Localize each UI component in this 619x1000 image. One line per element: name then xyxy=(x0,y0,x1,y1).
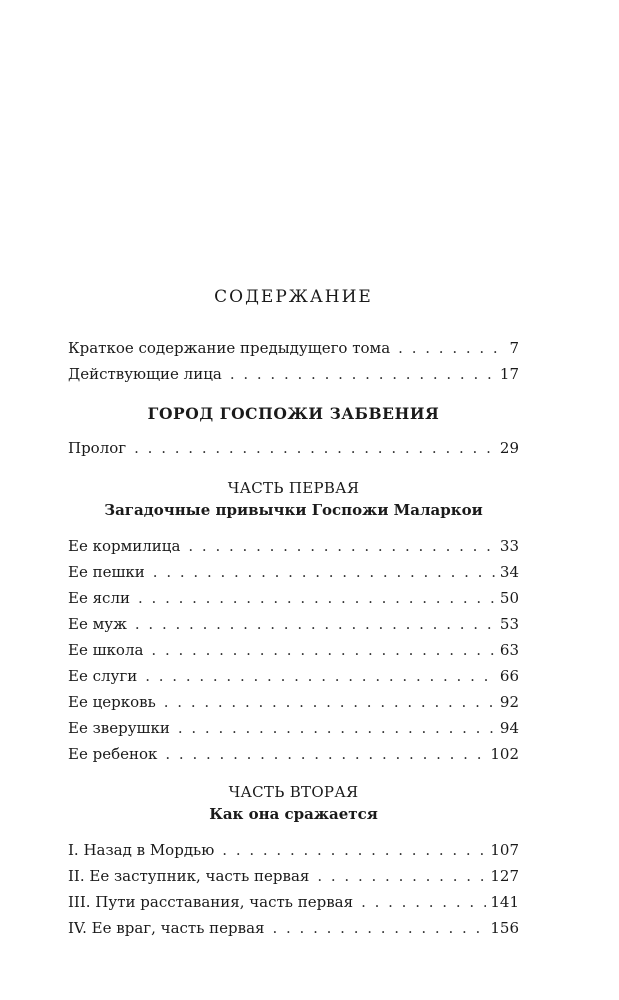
toc-entry-label: Ее кормилица xyxy=(68,537,181,555)
dot-leader xyxy=(145,663,496,689)
toc-entry xyxy=(68,533,519,559)
toc-entry-page: 34 xyxy=(499,563,519,581)
toc-entry-page: 66 xyxy=(499,667,519,685)
toc-entry-label: II. Ее заступник, часть первая xyxy=(68,867,310,885)
toc-entry-page: 94 xyxy=(499,719,519,737)
toc-entry-label: Ее слуги xyxy=(68,667,138,685)
toc-entry-page: 102 xyxy=(490,745,519,763)
toc-entry-label: Ее муж xyxy=(68,615,127,633)
toc-entry-label: Ее школа xyxy=(68,641,144,659)
toc-entry xyxy=(68,585,519,611)
toc-entry-label: Ее ребенок xyxy=(68,745,158,763)
toc-entry-label: IV. Ее враг, часть первая xyxy=(68,919,265,937)
toc-title: СОДЕРЖАНИЕ xyxy=(214,287,373,307)
toc-entry-characters xyxy=(68,361,519,387)
dot-leader xyxy=(178,715,496,741)
book-title-heading: ГОРОД ГОСПОЖИ ЗАБВЕНИЯ xyxy=(147,404,440,423)
toc-entry xyxy=(68,837,519,863)
toc-entry-label: Действующие лица xyxy=(68,365,222,383)
dot-leader xyxy=(222,837,486,863)
toc-entry-prologue xyxy=(68,435,519,461)
toc-entry xyxy=(68,741,519,767)
toc-entry xyxy=(68,611,519,637)
dot-leader xyxy=(361,889,486,915)
dot-leader xyxy=(398,335,505,361)
toc-entry-label: Ее зверушки xyxy=(68,719,170,737)
toc-entry-page: 53 xyxy=(499,615,519,633)
toc-entry xyxy=(68,915,519,941)
toc-entry-page: 107 xyxy=(490,841,519,859)
part-two-heading: ЧАСТЬ ВТОРАЯ xyxy=(228,783,359,801)
toc-entry-page: 63 xyxy=(499,641,519,659)
dot-leader xyxy=(151,637,495,663)
toc-entry xyxy=(68,559,519,585)
toc-entry xyxy=(68,637,519,663)
part-two-subtitle: Как она сражается xyxy=(209,805,378,823)
dot-leader xyxy=(134,435,496,461)
dot-leader xyxy=(165,741,486,767)
toc-entry-page: 7 xyxy=(509,339,519,357)
dot-leader xyxy=(188,533,496,559)
toc-entry-page: 127 xyxy=(490,867,519,885)
toc-entry xyxy=(68,715,519,741)
dot-leader xyxy=(153,559,496,585)
part-one-heading: ЧАСТЬ ПЕРВАЯ xyxy=(227,479,360,497)
toc-entry xyxy=(68,889,519,915)
toc-entry-label: Краткое содержание предыдущего тома xyxy=(68,339,391,357)
toc-entry-page: 141 xyxy=(490,893,519,911)
dot-leader xyxy=(272,915,486,941)
toc-entry xyxy=(68,663,519,689)
toc-entry-label: I. Назад в Мордью xyxy=(68,841,215,859)
toc-entry-label: Пролог xyxy=(68,439,127,457)
toc-entry-label: Ее пешки xyxy=(68,563,145,581)
dot-leader xyxy=(138,585,496,611)
toc-entry-page: 92 xyxy=(499,693,519,711)
dot-leader xyxy=(230,361,496,387)
part-one-subtitle: Загадочные привычки Госпожи Маларкои xyxy=(104,501,483,519)
toc-entry-page: 33 xyxy=(499,537,519,555)
toc-entry xyxy=(68,689,519,715)
table-of-contents xyxy=(68,286,519,941)
dot-leader xyxy=(135,611,496,637)
toc-entry-page: 50 xyxy=(499,589,519,607)
toc-entry-page: 29 xyxy=(499,439,519,457)
dot-leader xyxy=(317,863,486,889)
part-two-chapter-list xyxy=(68,837,519,941)
toc-entry-label: Ее церковь xyxy=(68,693,156,711)
toc-entry-label: III. Пути расставания, часть первая xyxy=(68,893,354,911)
toc-entry-summary xyxy=(68,335,519,361)
toc-entry-page: 156 xyxy=(490,919,519,937)
toc-entry-label: Ее ясли xyxy=(68,589,130,607)
part-one-chapter-list xyxy=(68,533,519,767)
toc-entry xyxy=(68,863,519,889)
dot-leader xyxy=(164,689,496,715)
toc-entry-page: 17 xyxy=(499,365,519,383)
